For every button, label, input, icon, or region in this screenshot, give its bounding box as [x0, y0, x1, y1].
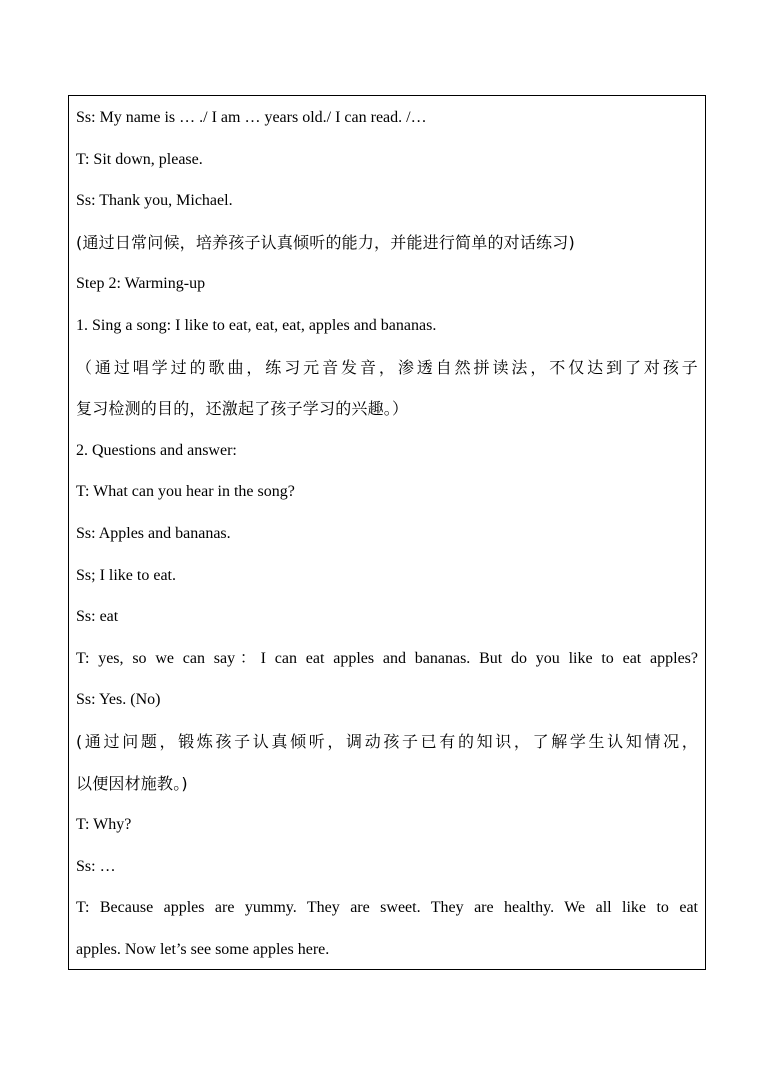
- text-line-9: 2. Questions and answer:: [76, 441, 237, 459]
- text-line-7: （通过唱学过的歌曲，练习元音发音，渗透自然拼读法，不仅达到了对孩子: [76, 357, 698, 377]
- text-line-5: Step 2: Warming-up: [76, 275, 206, 293]
- text-line-8: 复习检测的目的，还激起了孩子学习的兴趣。）: [76, 399, 409, 419]
- text-line-10: T: What can you hear in the song?: [76, 483, 295, 501]
- text-line-20: T: Because apples are yummy. They are sweet. They are healthy. We all like to eat: [76, 899, 698, 917]
- text-line-13: Ss: eat: [76, 608, 119, 626]
- text-line-6: 1. Sing a song: I like to eat, eat, eat, apples and bananas.: [76, 316, 437, 334]
- lesson-table-cell: [68, 95, 706, 970]
- text-line-18: T: Why?: [76, 816, 132, 834]
- text-line-1: Ss: My name is … ./ I am … years old./ I can read. /…: [76, 109, 427, 126]
- text-line-15: Ss: Yes. (No): [76, 691, 161, 709]
- text-line-17: 以便因材施教。): [76, 773, 188, 793]
- text-line-2: T: Sit down, please.: [76, 150, 203, 168]
- text-line-11: Ss: Apples and bananas.: [76, 524, 231, 542]
- text-line-21: apples. Now let’s see some apples here.: [76, 940, 330, 958]
- text-line-14: T: yes, so we can say：I can eat apples and bananas. But do you like to eat apples?: [76, 649, 698, 667]
- text-line-3: Ss: Thank you, Michael.: [76, 192, 233, 210]
- text-line-4: (通过日常问候，培养孩子认真倾听的能力，并能进行简单的对话练习): [76, 232, 575, 252]
- text-line-12: Ss; I like to eat.: [76, 566, 176, 584]
- text-line-19: Ss: …: [76, 857, 116, 875]
- lesson-text: [76, 107, 698, 980]
- text-line-16: (通过问题，锻炼孩子认真倾听，调动孩子已有的知识，了解学生认知情况，: [76, 731, 698, 751]
